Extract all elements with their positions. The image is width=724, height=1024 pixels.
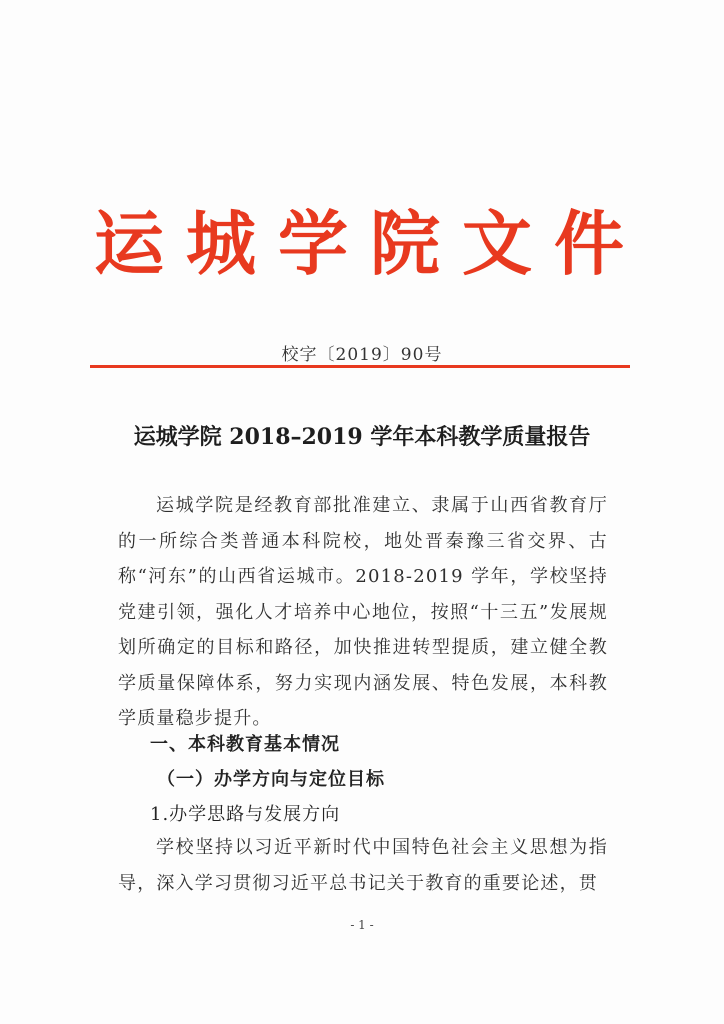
document-header-title: 运城学院文件: [94, 202, 646, 285]
subsection-heading-1: （一）办学方向与定位目标: [157, 769, 385, 790]
subsubsection-heading-1: 1.办学思路与发展方向: [150, 804, 341, 825]
document-number: 校字〔2019〕90号: [281, 345, 443, 365]
intro-paragraph: 运城学院是经教育部批准建立、隶属于山西省教育厅的一所综合类普通本科院校，地处晋秦豫三省交界、古称“河东”的山西省运城市。2018-2019 学年，学校坚持党建引领，强化人才培养中心地位，按照“十三五”发展规划所确定的目标和路径，加快推进转型提质，建立健全教学质量保障体系，努力实现内涵发展、特色发展，本科教学质量稳步提升。: [118, 495, 608, 729]
section-heading-1: 一、本科教育基本情况: [150, 734, 340, 755]
section-paragraph: 学校坚持以习近平新时代中国特色社会主义思想为指导，深入学习贯彻习近平总书记关于教育的重要论述，贯: [118, 837, 608, 894]
red-divider-rule: [90, 365, 630, 368]
report-title: 运城学院 2018–2019 学年本科教学质量报告: [133, 424, 591, 450]
page-number: - 1 -: [350, 918, 374, 932]
